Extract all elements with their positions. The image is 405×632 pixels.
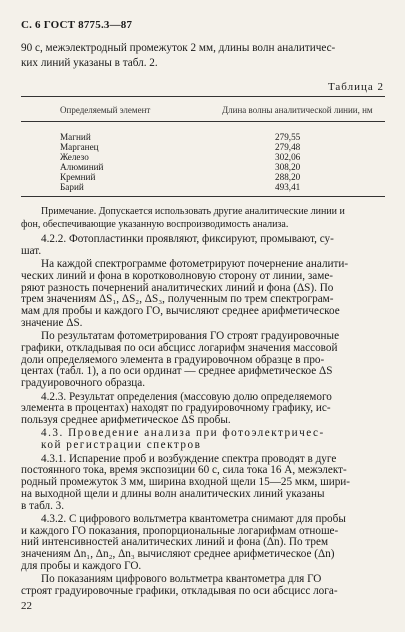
table-cell-element: Алюминий bbox=[60, 162, 104, 172]
table-cell-value: 279,55 bbox=[275, 132, 301, 142]
body-line: для пробы и каждого ГО. bbox=[21, 559, 142, 572]
table-caption: Таблица 2 bbox=[327, 81, 384, 93]
body-line: элемента в процентах) находят по градуировочному графику, ис- bbox=[21, 402, 331, 415]
body-line: По показаниям цифрового вольтметра квантометра для ГО bbox=[41, 573, 322, 586]
body-line: графики, откладывая по оси абсцисс логарифм значения массовой bbox=[21, 341, 338, 354]
table-cell-element: Железо bbox=[60, 152, 89, 162]
body-line: 4.3.2. С цифрового вольтметра квантометра снимают для пробы bbox=[41, 512, 346, 525]
table-bottom-rule bbox=[21, 196, 385, 197]
table-row bbox=[60, 132, 320, 142]
body-line: строят градуировочные графики, откладывая по оси абсцисс лога- bbox=[21, 585, 338, 597]
body-line: 4.2.3. Результат определения (массовую долю определяемого bbox=[41, 390, 332, 403]
table-top-rule bbox=[21, 96, 385, 97]
table-col-wavelength: Длина волны аналитической линии, нм bbox=[222, 105, 373, 115]
body-line: значение ΔS. bbox=[21, 316, 83, 329]
body-line: в табл. 3. bbox=[21, 499, 65, 512]
page-header: С. 6 ГОСТ 8775.3—87 bbox=[21, 19, 133, 31]
table-cell-element: Марганец bbox=[60, 142, 99, 152]
table-cell-value: 493,41 bbox=[275, 182, 301, 192]
table-cell-value: 302,06 bbox=[275, 152, 301, 162]
body-line: По результатам фотометрирования ГО строят градуировочные bbox=[41, 330, 340, 343]
body-line: центах (табл. 1), а по оси ординат — среднее арифметическое ΔS bbox=[21, 365, 333, 378]
body-line: ряют разность почернений аналитических линий и фона (ΔS). По bbox=[21, 281, 334, 294]
body-line: градуировочного образца. bbox=[21, 377, 146, 390]
body-line: на выходной щели и длины волн аналитических линий указаны bbox=[21, 487, 325, 500]
table-row bbox=[60, 142, 320, 152]
table-row bbox=[60, 162, 320, 172]
table-row bbox=[60, 152, 320, 162]
body-line: 4.3.1. Испарение проб и возбуждение спектра проводят в дуге bbox=[41, 452, 337, 465]
table-cell-element: Барий bbox=[60, 182, 84, 192]
table-cell-value: 288,20 bbox=[275, 172, 301, 182]
intro-line: 90 с, межэлектродный промежуток 2 мм, длины волн аналитичес- bbox=[21, 42, 336, 54]
section-heading: 4.3. Проведение анализа при фотоэлектричес- bbox=[41, 427, 325, 440]
table-cell-element: Магний bbox=[60, 132, 91, 142]
table-cell-element: Кремний bbox=[60, 172, 96, 182]
body-line: постоянного тока, время экспозиции 60 с, сила тока 16 А, межэлект- bbox=[21, 464, 347, 477]
page-number: 22 bbox=[21, 600, 32, 612]
table-note-line: фон, обеспечивающие указанную воспроизводимость анализа. bbox=[21, 219, 289, 230]
table-row bbox=[60, 182, 320, 192]
body-line: доли определяемого элемента в градуировочном образце в про- bbox=[21, 353, 325, 366]
body-line: 4.2.2. Фотопластинки проявляют, фиксируют, промывают, су- bbox=[41, 233, 334, 245]
body-line: мам для пробы и каждого ГО, вычисляют среднее арифметическое bbox=[21, 305, 340, 318]
body-line: пользуя среднее арифметическое ΔS пробы. bbox=[21, 414, 231, 427]
table-cell-value: 308,20 bbox=[275, 162, 301, 172]
body-line: родный промежуток 3 мм, ширина входной щели 15—25 мкм, шири- bbox=[21, 476, 350, 489]
table-header-rule bbox=[21, 121, 385, 122]
table-note-line: Примечание. Допускается использовать другие аналитические линии и bbox=[41, 206, 345, 217]
intro-line: ких линий указаны в табл. 2. bbox=[21, 57, 158, 69]
body-line: ний интенсивностей аналитических линий и фона (Δn). По трем bbox=[21, 536, 329, 549]
table-col-element: Определяемый элемент bbox=[60, 105, 151, 115]
body-line: шат. bbox=[21, 244, 42, 257]
body-line: трем значениям ΔS₁, ΔS₂, ΔS₃, полученным по трем спектрограм- bbox=[21, 293, 334, 306]
body-line: значениям Δn₁, Δn₂, Δn₃ вычисляют среднее арифметическое (Δn) bbox=[21, 548, 335, 561]
section-heading: кой регистрации спектров bbox=[41, 439, 202, 452]
body-line: На каждой спектрограмме фотометрируют почернение аналити- bbox=[41, 258, 349, 271]
table-row bbox=[60, 172, 320, 182]
body-line: ческих линий и фона в коротковолновую сторону от линии, заме- bbox=[21, 269, 334, 282]
table-cell-value: 279,48 bbox=[275, 142, 301, 152]
body-line: и каждого ГО показания, пропорциональные логарифмам отноше- bbox=[21, 524, 339, 537]
